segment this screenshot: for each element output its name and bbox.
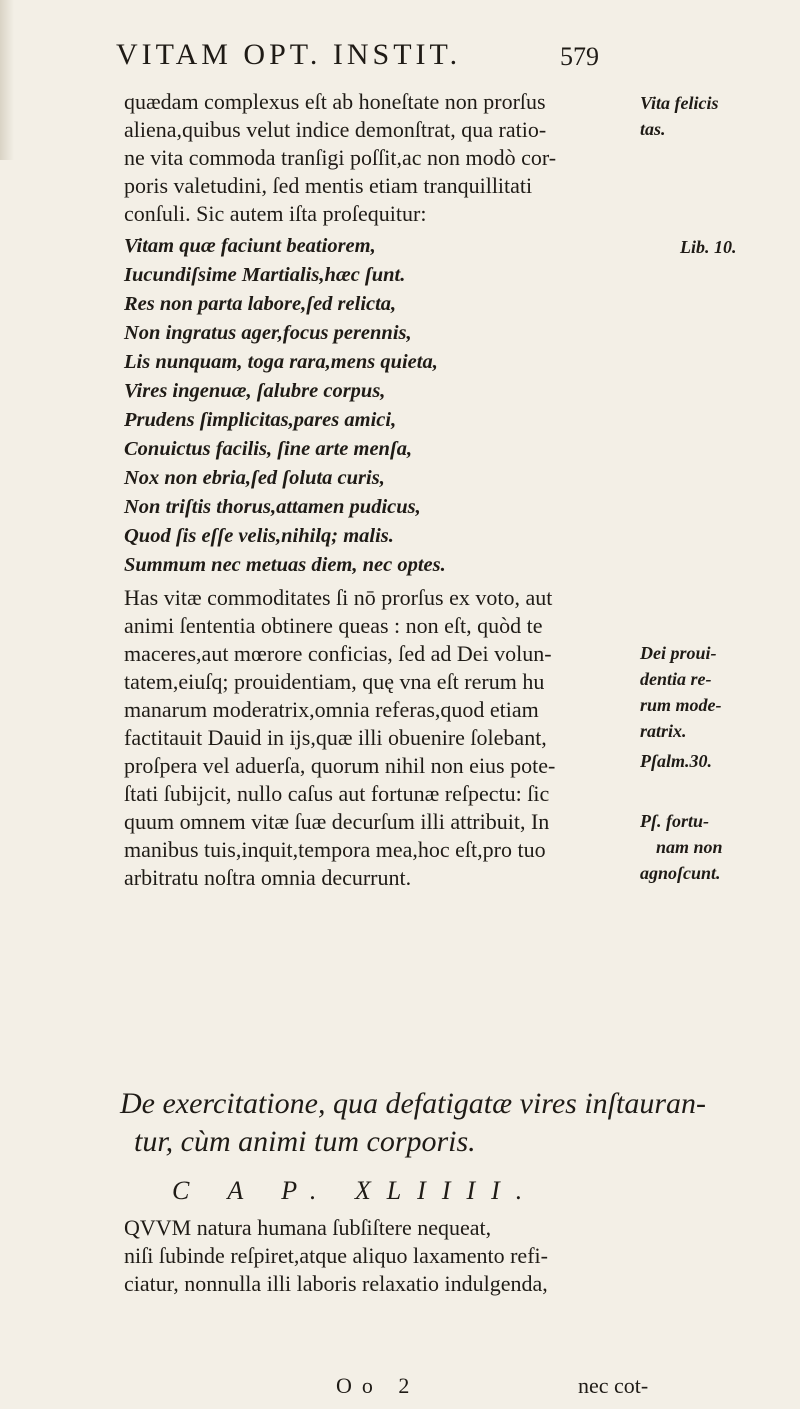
text-line: Has vitæ commoditates ſi nō prorſus ex voto, aut: [124, 585, 553, 610]
marginal-note: dentia re-: [640, 669, 712, 689]
text-line: quædam complexus eſt ab honeſtate non prorſus: [124, 89, 546, 114]
section-title: tur, cùm animi tum corporis.: [134, 1125, 476, 1158]
text-line: niſi ſubinde reſpiret,atque aliquo laxamento refi-: [124, 1243, 548, 1268]
page-header: [0, 38, 800, 78]
marginal-note: nam non: [656, 837, 723, 857]
verse-line: Iucundiſsime Martialis,hæc ſunt.: [124, 264, 406, 286]
text-line: ciatur, nonnulla illi laboris relaxatio indulgenda,: [124, 1271, 548, 1296]
catchword: nec cot-: [578, 1373, 649, 1398]
text-line: manarum moderatrix,omnia referas,quod etiam: [124, 697, 539, 722]
verse-line: Res non parta labore,ſed relicta,: [124, 293, 397, 315]
marginal-note: Vita felicis: [640, 93, 719, 113]
text-line: QVVM natura humana ſubſiſtere nequeat,: [124, 1215, 492, 1240]
verse-line: Vires ingenuæ, ſalubre corpus,: [124, 380, 386, 402]
text-line: conſuli. Sic autem iſta proſequitur:: [124, 201, 427, 226]
text-line: maceres,aut mœrore conficias, ſed ad Dei volun-: [124, 641, 552, 666]
text-line: ne vita commoda tranſigi poſſit,ac non modò cor-: [124, 145, 557, 170]
verse-line: Quod ſis eſſe velis,nihilq; malis.: [124, 525, 394, 547]
verse-line: Non triſtis thorus,attamen pudicus,: [124, 496, 421, 518]
marginal-note: Dei proui-: [640, 643, 717, 663]
page-edge-shadow: [0, 0, 14, 160]
marginal-note: tas.: [640, 119, 666, 139]
marginal-note: Pſalm.30.: [640, 751, 712, 771]
text-line: ſtati ſubijcit, nullo caſus aut fortunæ reſpectu: ſic: [124, 781, 550, 806]
text-line: aliena,quibus velut indice demonſtrat, qua ratio-: [124, 117, 547, 142]
verse-line: Nox non ebria,ſed ſoluta curis,: [124, 467, 385, 489]
verse-line: Conuictus facilis, ſine arte menſa,: [124, 438, 413, 460]
verse-line: Non ingratus ager,focus perennis,: [124, 322, 412, 344]
text-line: factitauit Dauid in ijs,quæ illi obuenire ſolebant,: [124, 725, 547, 750]
verse-line: Lis nunquam, toga rara,mens quieta,: [124, 351, 438, 373]
verse-line: Prudens ſimplicitas,pares amici,: [124, 409, 397, 431]
marginal-note: ratrix.: [640, 721, 687, 741]
text-line: tatem,eiuſq; prouidentiam, quę vna eſt rerum hu: [124, 669, 545, 694]
text-line: proſpera vel aduerſa, quorum nihil non eius pote-: [124, 753, 556, 778]
marginal-note: agnoſcunt.: [640, 863, 721, 883]
marginal-note: Pſ. fortu-: [640, 811, 709, 831]
running-title: VITAM OPT. INSTIT.: [116, 38, 462, 71]
text-line: animi ſententia obtinere queas : non eſt, quòd te: [124, 613, 543, 638]
chapter-heading: C A P. XLIIII.: [172, 1176, 539, 1205]
text-line: poris valetudini, ſed mentis etiam tranquillitati: [124, 173, 533, 198]
text-line: quum omnem vitæ ſuæ decurſum illi attribuit, In: [124, 809, 550, 834]
text-line: manibus tuis,inquit,tempora mea,hoc eſt,pro tuo: [124, 837, 546, 862]
marginal-note: Lib. 10.: [680, 237, 737, 257]
page-number: 579: [560, 42, 599, 71]
verse-line: Summum nec metuas diem, nec optes.: [124, 554, 446, 576]
verse-line: Vitam quæ faciunt beatiorem,: [124, 235, 376, 257]
signature-mark: Oo 2: [336, 1373, 420, 1398]
section-title: De exercitatione, qua defatigatæ vires inſtauran-: [120, 1087, 706, 1120]
text-line: arbitratu noſtra omnia decurrunt.: [124, 865, 412, 890]
marginal-note: rum mode-: [640, 695, 722, 715]
